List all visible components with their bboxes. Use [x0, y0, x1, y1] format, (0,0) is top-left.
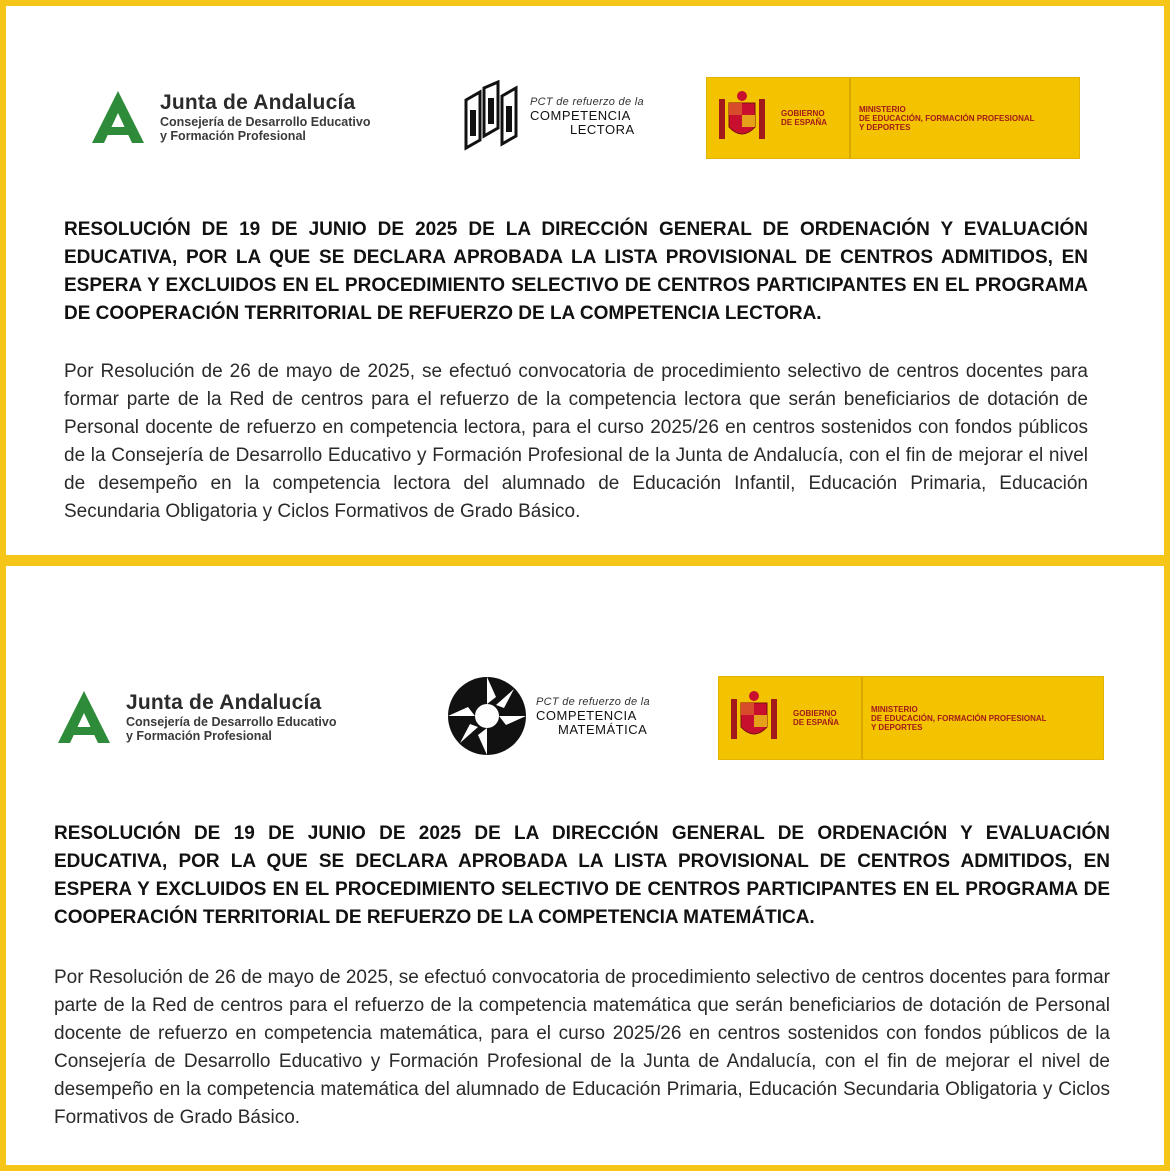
spain-coat-of-arms-icon — [719, 677, 789, 759]
pct-lectora-logo — [462, 76, 652, 156]
ministerio-label: MINISTERIO DE EDUCACIÓN, FORMACIÓN PROFESIONAL Y DEPORTES — [871, 704, 1047, 732]
pct-line3: MATEMÁTICA — [558, 722, 648, 737]
junta-sub2: y Formación Profesional — [126, 729, 272, 743]
gobierno-label: GOBIERNO DE ESPAÑA — [777, 78, 851, 158]
pct-line2: COMPETENCIA — [536, 708, 637, 723]
pct-lectora-icon — [462, 80, 522, 152]
pct-line2: COMPETENCIA — [530, 108, 631, 123]
pct-line1: PCT de refuerzo de la — [530, 96, 644, 108]
resolution-title: RESOLUCIÓN DE 19 DE JUNIO DE 2025 DE LA DIRECCIÓN GENERAL DE ORDENACIÓN Y EVALUACIÓN EDUCATIVA, POR LA QUE SE DECLARA APROBADA LA LISTA PROVISIONAL DE CENTROS ADMITIDOS, EN ESPERA Y EXCLUIDOS EN EL PROCEDIMIENTO SELECTIVO DE CENTROS PARTICIPANTES EN EL PROGRAMA DE COOPERACIÓN TERRITORIAL DE REFUERZO DE LA COMPETENCIA LECTORA. — [64, 219, 1088, 324]
junta-a-icon — [56, 688, 112, 746]
pct-matematica-logo — [446, 674, 666, 758]
resolution-body: Por Resolución de 26 de mayo de 2025, se efectuó convocatoria de procedimiento selectivo de centros docentes para formar parte de la Red de centros para el refuerzo de la competencia lectora que serán beneficiarios de dotación de Personal docente de refuerzo en competencia lectora, para el curso 2025/26 en centros sostenidos con fondos públicos de la Consejería de Desarrollo Educativo y Formación Profesional de la Junta de Andalucía, con el fin de mejorar el nivel de desempeño en la competencia lectora del alumnado de Educación Infantil, Educación Primaria, Educación Secundaria Obligatoria y Ciclos Formativos de Grado Básico. — [64, 361, 1088, 522]
resolution-title: RESOLUCIÓN DE 19 DE JUNIO DE 2025 DE LA DIRECCIÓN GENERAL DE ORDENACIÓN Y EVALUACIÓN EDUCATIVA, POR LA QUE SE DECLARA APROBADA LA LISTA PROVISIONAL DE CENTROS ADMITIDOS, EN ESPERA Y EXCLUIDOS EN EL PROCEDIMIENTO SELECTIVO DE CENTROS PARTICIPANTES EN EL PROGRAMA DE COOPERACIÓN TERRITORIAL DE REFUERZO DE LA COMPETENCIA MATEMÁTICA. — [54, 823, 1110, 928]
pct-line1: PCT de refuerzo de la — [536, 696, 650, 708]
resolution-panel-matematica — [6, 566, 1164, 1165]
spain-coat-of-arms-icon — [707, 78, 777, 158]
gobierno-espana-logo — [706, 77, 1080, 159]
junta-sub1: Consejería de Desarrollo Educativo — [126, 715, 337, 729]
junta-sub1: Consejería de Desarrollo Educativo — [160, 115, 371, 129]
pct-matematica-icon — [446, 675, 528, 757]
resolution-panel-lectora — [6, 6, 1164, 555]
gobierno-espana-logo — [718, 676, 1104, 760]
ministerio-label: MINISTERIO DE EDUCACIÓN, FORMACIÓN PROFESIONAL Y DEPORTES — [859, 104, 1035, 132]
junta-sub2: y Formación Profesional — [160, 129, 306, 143]
junta-andalucia-logo — [62, 68, 426, 166]
junta-andalucia-logo — [26, 666, 404, 768]
junta-title: Junta de Andalucía — [160, 91, 356, 114]
resolution-body: Por Resolución de 26 de mayo de 2025, se efectuó convocatoria de procedimiento selectivo de centros docentes para formar parte de la Red de centros para el refuerzo de la competencia matemática que serán beneficiarios de dotación de Personal docente de refuerzo en competencia matemática, para el curso 2025/26 en centros sostenidos con fondos públicos de la Consejería de Desarrollo Educativo y Formación Profesional de la Junta de Andalucía, con el fin de mejorar el nivel de desempeño en la competencia matemática del alumnado de Educación Primaria, Educación Secundaria Obligatoria y Ciclos Formativos de Grado Básico. — [54, 967, 1110, 1128]
junta-a-icon — [90, 89, 146, 145]
pct-line3: LECTORA — [570, 122, 635, 137]
gobierno-label: GOBIERNO DE ESPAÑA — [789, 677, 863, 759]
junta-title: Junta de Andalucía — [126, 691, 322, 714]
